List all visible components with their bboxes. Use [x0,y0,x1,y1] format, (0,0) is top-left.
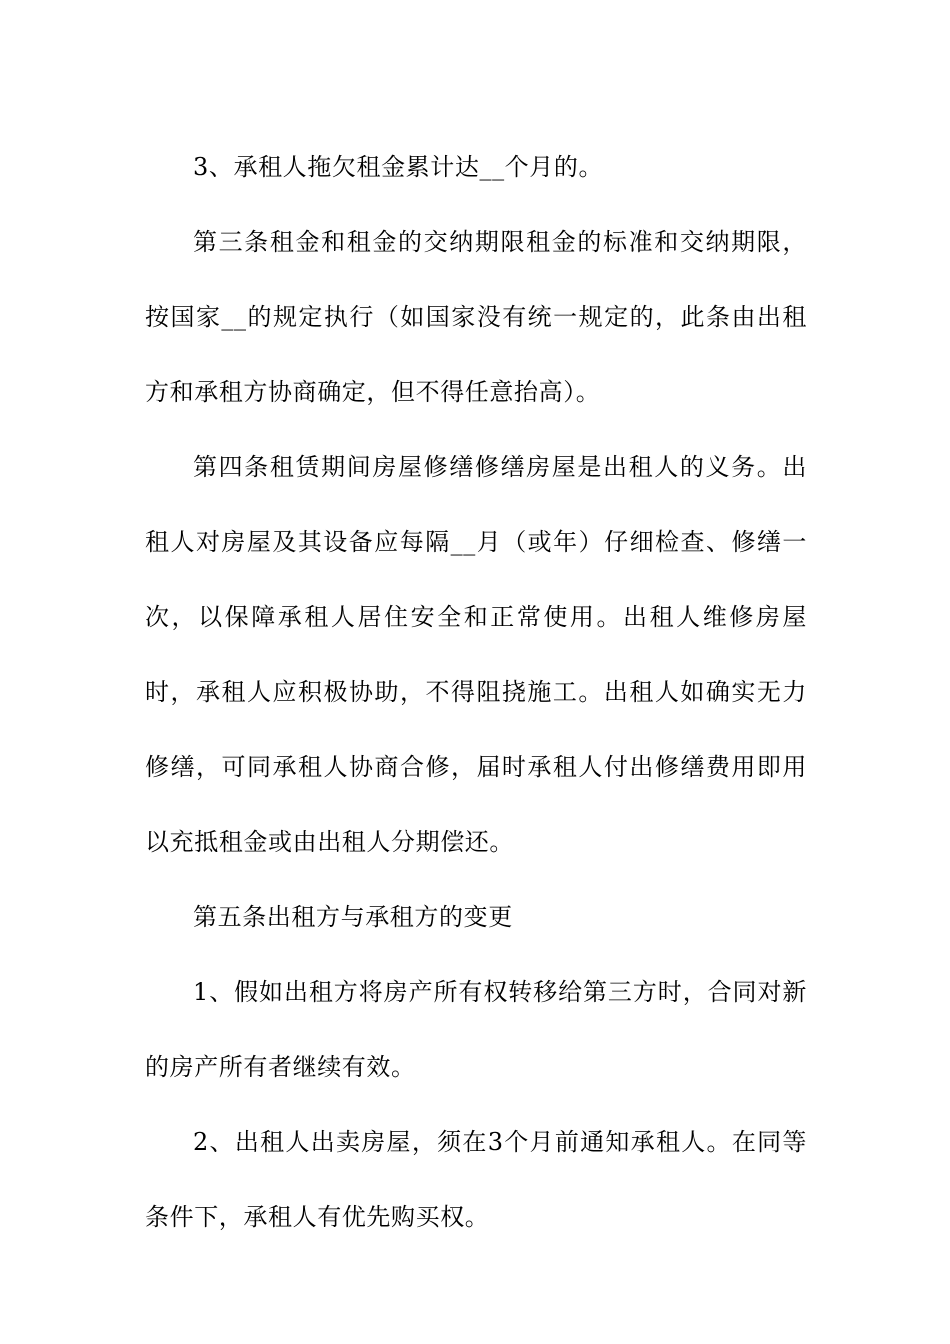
paragraph-article-5-heading: 第五条出租方与承租方的变更 [193,903,513,931]
paragraph-article-4-repairs: 第四条租赁期间房屋修缮修缮房屋是出租人的义务。出租人对房屋及其设备应每隔__月（或年）仔细检查、修缮一次，以保障承租人居住安全和正常使用。出租人维修房屋时，承租人应积极协助，不得阻挠施工。出租人如确实无力修缮，可同承租人协商合修，届时承租人付出修缮费用即用以充抵租金或由出租人分期偿还。 [145,453,807,856]
document-body [145,130,807,1255]
paragraph-clause-1-transfer: 1、假如出租方将房产所有权转移给第三方时，合同对新的房产所有者继续有效。 [145,978,807,1081]
paragraph-clause-3-arrears: 3、承租人拖欠租金累计达__个月的。 [193,153,604,181]
paragraph-clause-2-sale: 2、出租人出卖房屋，须在3个月前通知承租人。在同等条件下，承租人有优先购买权。 [145,1128,807,1231]
paragraph-article-3-rent: 第三条租金和租金的交纳期限租金的标准和交纳期限，按国家__的规定执行（如国家没有统一规定的，此条由出租方和承租方协商确定，但不得任意抬高）。 [145,228,807,406]
